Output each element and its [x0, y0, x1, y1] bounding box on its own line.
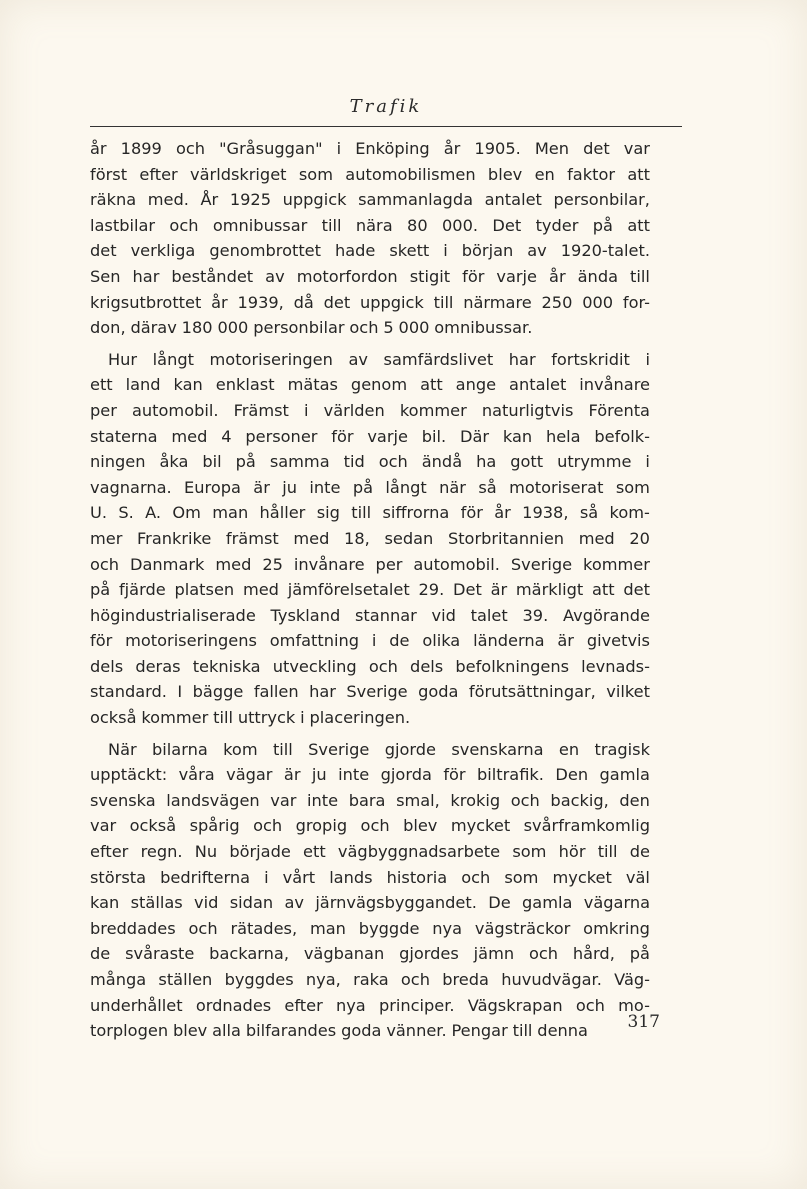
text-line: upptäckt: våra vägar är ju inte gjorda för biltrafik. Den gamla [90, 765, 650, 785]
paragraph [90, 347, 650, 731]
text-line: det verkliga genombrottet hade skett i början av 1920-talet. [90, 241, 650, 261]
header-rule [90, 126, 682, 127]
body-text [90, 136, 650, 1050]
text-line: högindustrialiserade Tyskland stannar vid talet 39. Avgörande [90, 605, 650, 625]
paragraph [90, 737, 650, 1044]
text-line: lastbilar och omnibussar till nära 80 000. Det tyder på att [90, 215, 650, 235]
text-line: räkna med. År 1925 uppgick sammanlagda antalet personbilar, [90, 190, 650, 210]
text-line: per automobil. Främst i världen kommer naturligtvis Förenta [90, 400, 650, 420]
text-line: ett land kan enklast mätas genom att ange antalet invånare [90, 375, 650, 395]
paragraph [90, 136, 650, 341]
text-line: år 1899 och "Gråsuggan" i Enköping år 1905. Men det var [90, 139, 650, 158]
text-line: vagnarna. Europa är ju inte på långt när så motoriserat som [90, 477, 650, 497]
text-line: och Danmark med 25 invånare per automobil. Sverige kommer [90, 554, 650, 574]
text-line: U. S. A. Om man håller sig till siffrorna för år 1938, så kom- [90, 503, 650, 523]
text-line: underhållet ordnades efter nya principer. Vägskrapan och mo- [90, 995, 650, 1015]
text-line: svenska landsvägen var inte bara smal, krokig och backig, den [90, 790, 650, 810]
text-line: de svåraste backarna, vägbanan gjordes jämn och hård, på [90, 944, 650, 964]
text-line: Sen har beståndet av motorfordon stigit för varje år ända till [90, 266, 650, 286]
text-line: krigsutbrottet år 1939, då det uppgick till närmare 250 000 for- [90, 292, 650, 312]
text-line: för motoriseringens omfattning i de olika länderna är givetvis [90, 631, 650, 651]
text-line: kan ställas vid sidan av järnvägsbyggandet. De gamla vägarna [90, 893, 650, 913]
text-line: efter regn. Nu började ett vägbyggnadsarbete som hör till de [90, 842, 650, 862]
text-line: största bedrifterna i vårt lands historia och som mycket väl [90, 867, 650, 887]
text-line: på fjärde platsen med jämförelsetalet 29. Det är märkligt att det [90, 580, 650, 600]
text-line: don, därav 180 000 personbilar och 5 000 omnibussar. [90, 318, 533, 338]
text-line: staterna med 4 personer för varje bil. Där kan hela befolk- [90, 426, 650, 446]
text-line: När bilarna kom till Sverige gjorde svenskarna en tragisk [108, 739, 650, 759]
page-number: 317 [627, 1012, 660, 1032]
text-line: först efter världskriget som automobilismen blev en faktor att [90, 164, 650, 184]
text-line: också kommer till uttryck i placeringen. [90, 708, 411, 728]
text-line: var också spårig och gropig och blev mycket svårframkomlig [90, 816, 650, 836]
text-line: standard. I bägge fallen har Sverige goda förutsättningar, vilket [90, 682, 650, 702]
text-line: breddades och rätades, man byggde nya vägsträckor omkring [90, 918, 650, 938]
text-line: dels deras tekniska utveckling och dels befolkningens levnads- [90, 656, 650, 676]
text-line: torplogen blev alla bilfarandes goda vänner. Pengar till denna [90, 1021, 588, 1041]
running-head: Trafik [349, 96, 423, 117]
text-line: ningen åka bil på samma tid och ändå ha gott utrymme i [90, 452, 650, 472]
text-line: många ställen byggdes nya, raka och breda huvudvägar. Väg- [90, 970, 650, 989]
text-line: Hur långt motoriseringen av samfärdslivet har fortskridit i [108, 349, 650, 369]
text-line: mer Frankrike främst med 18, sedan Storbritannien med 20 [90, 528, 650, 548]
